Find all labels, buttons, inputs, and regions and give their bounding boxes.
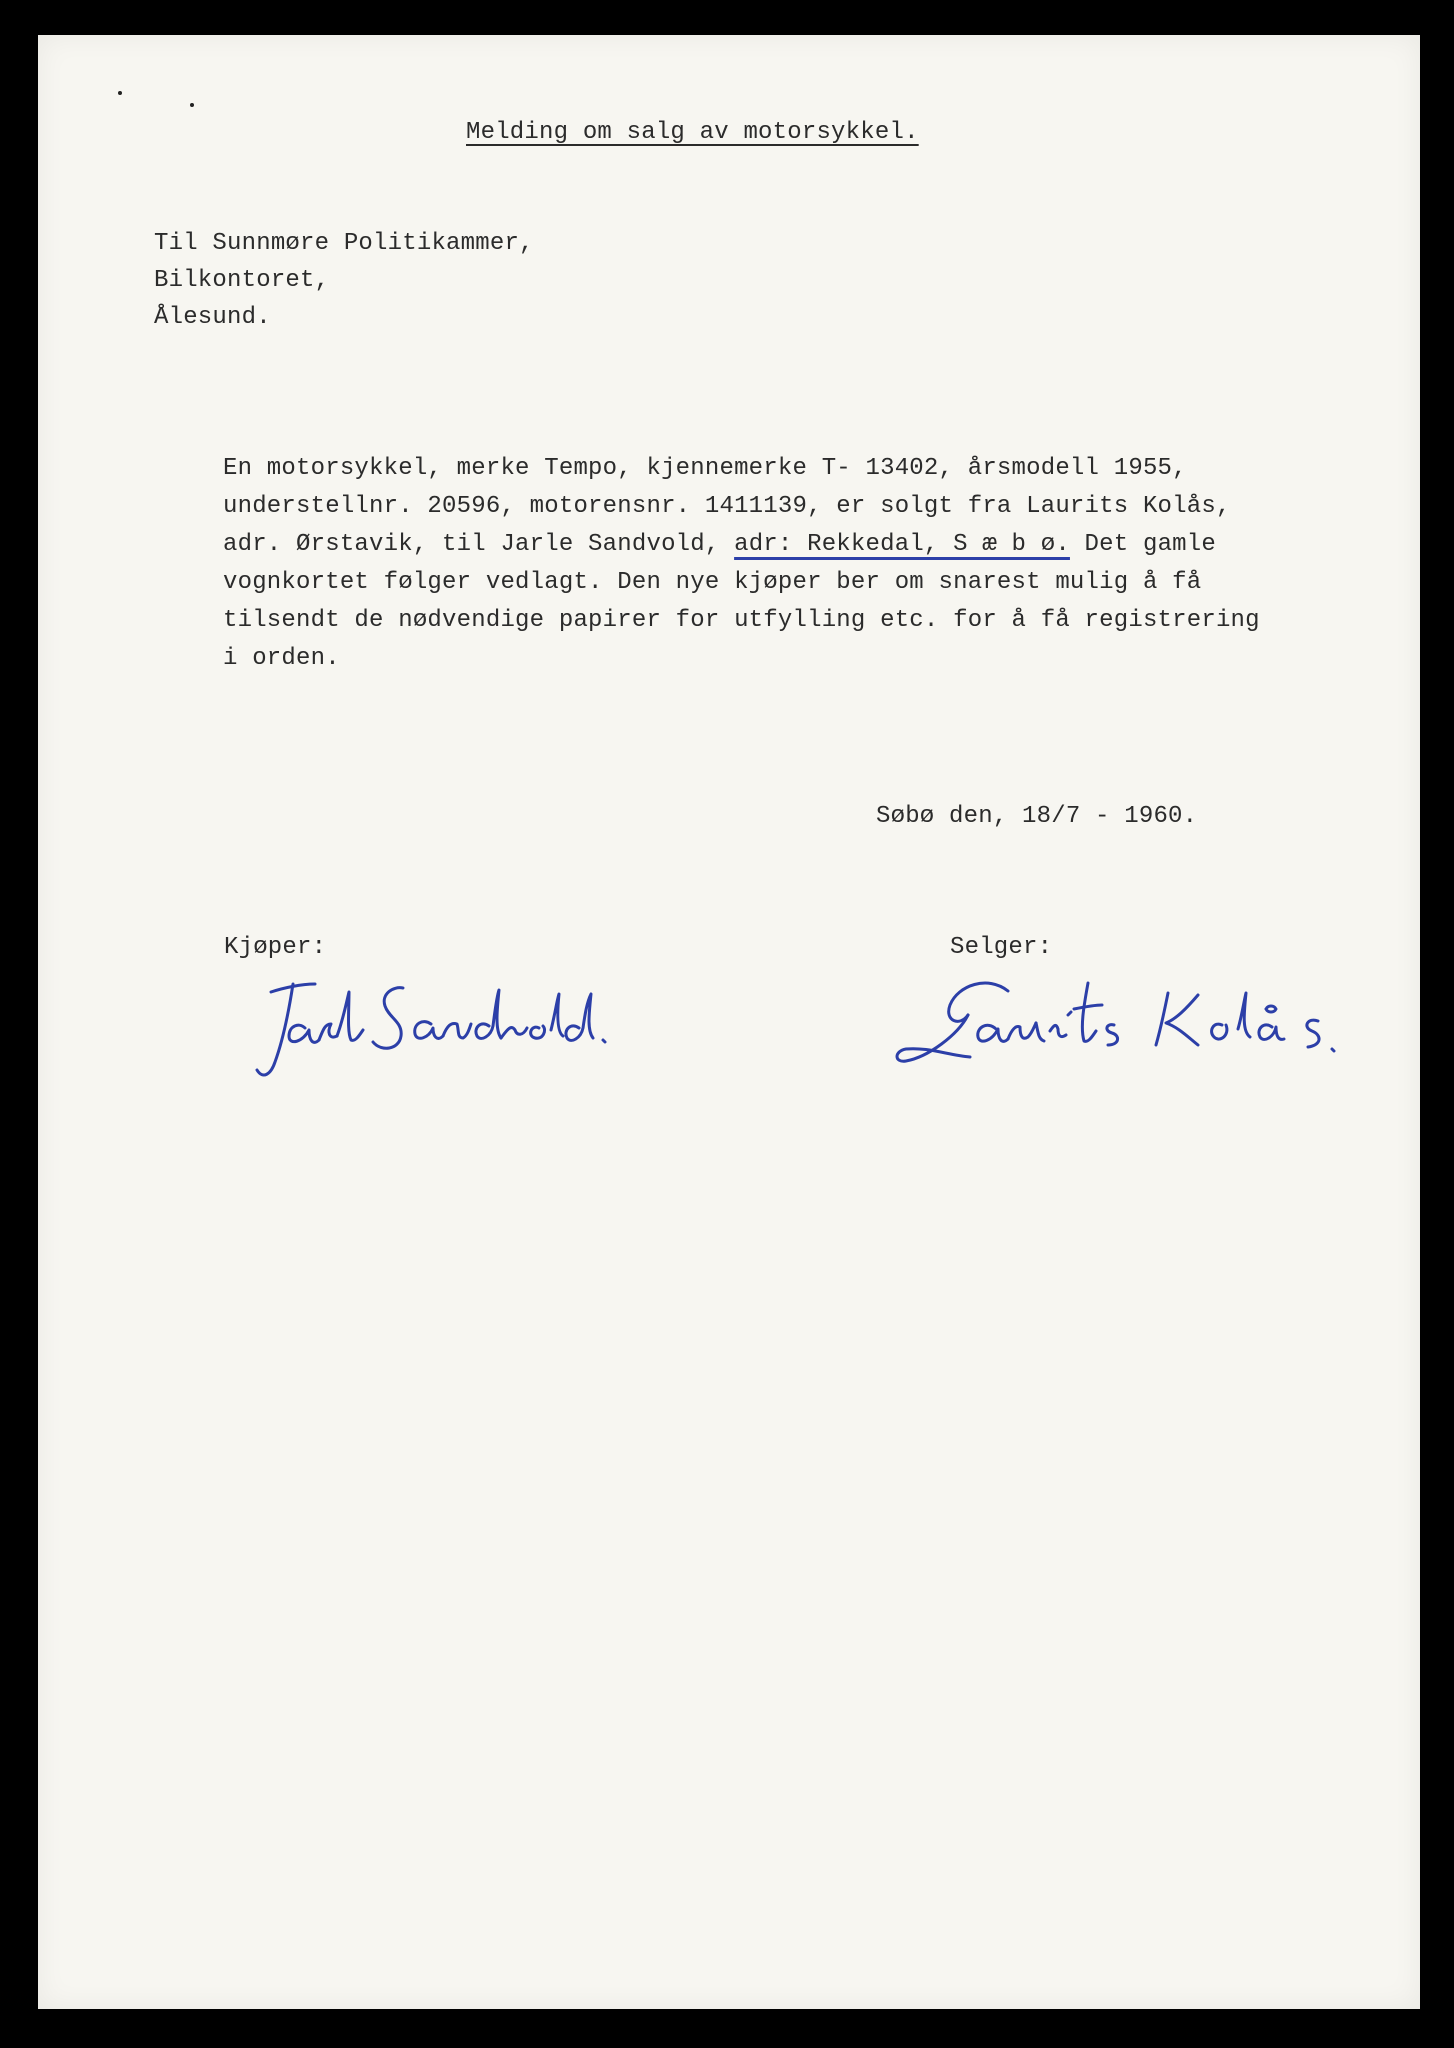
- seller-label: Selger:: [950, 934, 1053, 961]
- document-title: Melding om salg av motorsykkel.: [466, 119, 919, 146]
- ink-speck: [190, 103, 194, 107]
- body-line-3-end: Det gamle: [1069, 531, 1216, 558]
- seller-signature: [888, 965, 1388, 1095]
- body-line-2: understellnr. 20596, motorensnr. 1411139, er solgt fra Laurits Kolås,: [223, 493, 1231, 520]
- body-line-3: [223, 526, 1260, 564]
- recipient-line-2: Bilkontoret,: [154, 267, 330, 294]
- body-line-4: vognkortet følger vedlagt. Den nye kjøper ber om snarest mulig å få: [223, 569, 1202, 596]
- recipient-address: [154, 225, 534, 336]
- underlined-address: adr: Rekkedal, S æ b ø.: [734, 531, 1070, 558]
- body-line-6: i orden.: [223, 645, 340, 672]
- body-text: [223, 450, 1260, 678]
- place-and-date: Søbø den, 18/7 - 1960.: [876, 803, 1198, 830]
- body-line-3-start: adr. Ørstavik, til Jarle Sandvold,: [223, 531, 735, 558]
- body-line-5: tilsendt de nødvendige papirer for utfylling etc. for å få registrering: [223, 607, 1260, 634]
- document-page: [38, 35, 1420, 2009]
- recipient-line-1: Til Sunnmøre Politikammer,: [154, 230, 534, 257]
- buyer-label: Kjøper:: [224, 934, 327, 961]
- ink-speck: [118, 91, 122, 95]
- recipient-line-3: Ålesund.: [154, 304, 271, 331]
- buyer-signature: [253, 970, 673, 1100]
- body-line-1: En motorsykkel, merke Tempo, kjennemerke T- 13402, årsmodell 1955,: [223, 455, 1187, 482]
